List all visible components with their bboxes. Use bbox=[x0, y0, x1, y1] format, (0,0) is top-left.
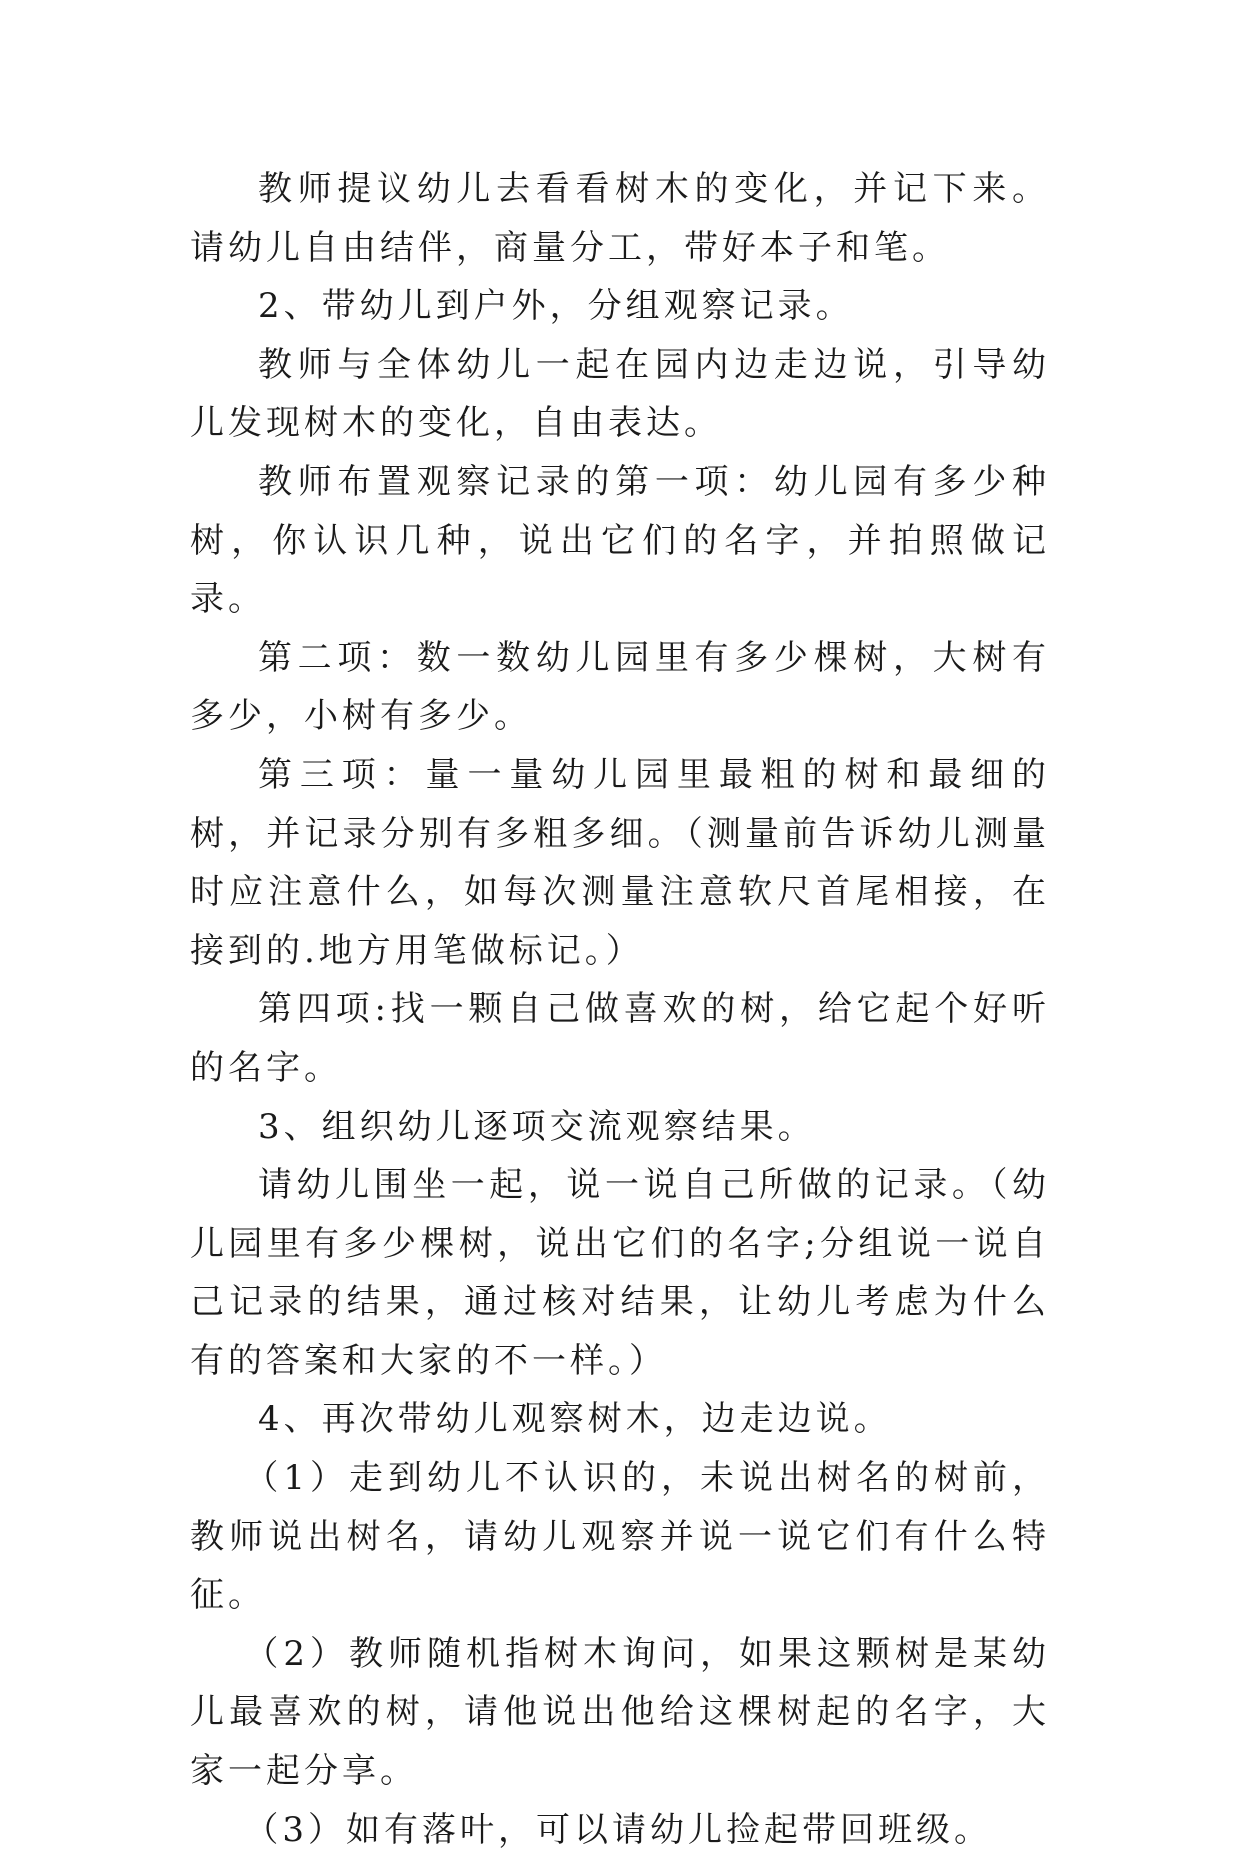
paragraph-step-2: 2、带幼儿到户外，分组观察记录。 bbox=[258, 286, 854, 327]
paragraph-sub-2: （2）教师随机指树木询问，如果这颗树是某幼儿最喜欢的树，请他说出他给这棵树起的名字，大家一起分享。 bbox=[190, 1633, 1050, 1792]
paragraph-item-4: 第四项:找一颗自己做喜欢的树，给它起个好听的名字。 bbox=[190, 989, 1050, 1088]
paragraph-step-4: 4、再次带幼儿观察树木，边走边说。 bbox=[258, 1399, 892, 1440]
document-body bbox=[190, 160, 1050, 1859]
paragraph-share: 请幼儿围坐一起，说一说自己所做的记录。（幼儿园里有多少棵树，说出它们的名字;分组说一说自己记录的结果，通过核对结果，让幼儿考虑为什么有的答案和大家的不一样。） bbox=[190, 1165, 1050, 1381]
paragraph-item-1: 教师布置观察记录的第一项：幼儿园有多少种树，你认识几种，说出它们的名字，并拍照做记录。 bbox=[190, 461, 1050, 620]
paragraph-item-3: 第三项：量一量幼儿园里最粗的树和最细的树，并记录分别有多粗多细。（测量前告诉幼儿测量时应注意什么，如每次测量注意软尺首尾相接，在接到的.地方用笔做标记。） bbox=[190, 754, 1050, 971]
paragraph-walk: 教师与全体幼儿一起在园内边走边说，引导幼儿发现树木的变化，自由表达。 bbox=[190, 344, 1050, 444]
paragraph-item-2: 第二项：数一数幼儿园里有多少棵树，大树有多少，小树有多少。 bbox=[190, 637, 1050, 737]
paragraph-sub-3: （3）如有落叶，可以请幼儿捡起带回班级。 bbox=[244, 1809, 993, 1850]
paragraph-sub-1: （1）走到幼儿不认识的，未说出树名的树前，教师说出树名，请幼儿观察并说一说它们有什么特征。 bbox=[190, 1458, 1050, 1616]
paragraph-step-3: 3、组织幼儿逐项交流观察结果。 bbox=[258, 1106, 816, 1147]
paragraph-intro: 教师提议幼儿去看看树木的变化，并记下来。请幼儿自由结伴，商量分工，带好本子和笔。 bbox=[190, 169, 1050, 268]
